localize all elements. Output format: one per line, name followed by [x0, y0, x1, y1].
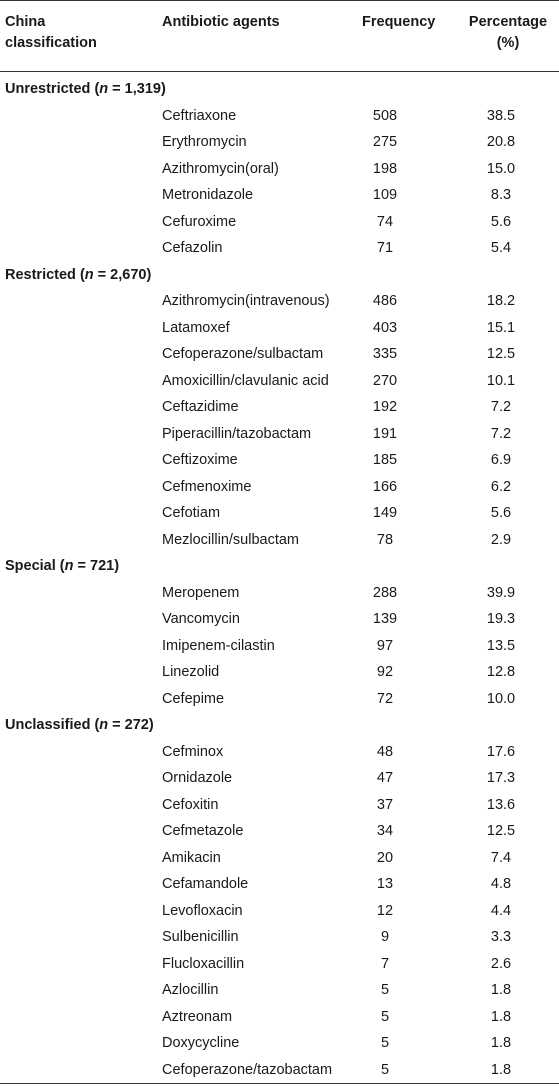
table-row	[0, 898, 559, 925]
cell-percentage: 1.8	[490, 1061, 512, 1078]
cell-percentage: 13.6	[486, 796, 516, 813]
table-row	[0, 527, 559, 554]
cell-frequency: 9	[380, 929, 390, 945]
header-frequency: Frequency	[362, 14, 436, 30]
table-row	[0, 129, 559, 156]
group-name: Unrestricted	[5, 81, 91, 97]
table-row	[0, 659, 559, 686]
cell-percentage: 2.6	[490, 955, 512, 972]
cell-agent: Cefmetazole	[162, 823, 244, 839]
table-row	[0, 845, 559, 872]
cell-agent: Ceftazidime	[162, 399, 239, 415]
cell-agent: Linezolid	[162, 664, 220, 680]
cell-agent: Ceftriaxone	[162, 107, 237, 124]
cell-frequency: 5	[380, 1008, 390, 1025]
cell-agent: Azlocillin	[162, 982, 219, 998]
cell-percentage: 10.0	[486, 690, 516, 707]
cell-frequency: 74	[376, 213, 394, 230]
cell-frequency: 192	[372, 399, 398, 415]
cell-percentage: 17.6	[486, 743, 516, 760]
group-label: Restricted (n = 2,670)	[5, 266, 152, 283]
group-row	[0, 262, 559, 289]
cell-frequency: 48	[376, 743, 394, 760]
cell-agent: Aztreonam	[162, 1008, 233, 1025]
cell-percentage: 19.3	[486, 611, 516, 627]
table-row	[0, 315, 559, 342]
cell-percentage: 7.4	[490, 849, 512, 866]
cell-frequency: 78	[376, 531, 394, 548]
cell-percentage: 1.8	[490, 1008, 512, 1025]
cell-agent: Metronidazole	[162, 187, 254, 203]
cell-frequency: 92	[376, 664, 394, 680]
table-row	[0, 288, 559, 315]
cell-agent: Cefmenoxime	[162, 478, 252, 495]
cell-percentage: 5.6	[490, 213, 512, 230]
cell-agent: Cefoxitin	[162, 796, 219, 813]
cell-frequency: 47	[376, 770, 394, 786]
group-n-value: = 721)	[73, 558, 120, 574]
cell-agent: Cefuroxime	[162, 213, 237, 230]
cell-agent: Doxycycline	[162, 1035, 240, 1051]
table-row	[0, 394, 559, 421]
table-row	[0, 103, 559, 130]
cell-percentage: 20.8	[486, 134, 516, 150]
cell-percentage: 1.8	[490, 982, 512, 998]
cell-agent: Imipenem-cilastin	[162, 637, 275, 654]
cell-frequency: 270	[372, 372, 398, 389]
table-row	[0, 182, 559, 209]
cell-percentage: 15.1	[486, 319, 516, 336]
table-header	[0, 0, 559, 72]
cell-frequency: 97	[376, 637, 394, 654]
cell-percentage: 10.1	[486, 372, 516, 389]
table-row	[0, 792, 559, 819]
header-agents: Antibiotic agents	[162, 14, 280, 30]
cell-percentage: 6.9	[490, 452, 512, 468]
table-row	[0, 1004, 559, 1031]
header-classification-line2: classification	[5, 35, 97, 51]
table-row	[0, 1030, 559, 1057]
cell-agent: Meropenem	[162, 584, 240, 601]
cell-agent: Cefoperazone/sulbactam	[162, 346, 324, 362]
cell-agent: Ceftizoxime	[162, 452, 238, 468]
table-row	[0, 739, 559, 766]
group-n-label: n	[99, 717, 109, 733]
cell-percentage: 5.6	[490, 505, 512, 521]
table-row	[0, 924, 559, 951]
cell-frequency: 335	[372, 346, 398, 362]
table-row	[0, 474, 559, 501]
cell-percentage: 18.2	[486, 293, 516, 309]
cell-agent: Azithromycin(intravenous)	[162, 293, 330, 309]
cell-percentage: 7.2	[490, 425, 512, 442]
table-row	[0, 686, 559, 713]
group-n-value: = 272)	[108, 717, 154, 733]
cell-percentage: 4.4	[490, 902, 512, 919]
cell-frequency: 198	[372, 160, 398, 177]
header-percentage-line1: Percentage	[468, 14, 548, 30]
cell-percentage: 39.9	[486, 584, 516, 601]
cell-percentage: 4.8	[490, 876, 512, 892]
group-n-label: n	[99, 81, 109, 97]
cell-frequency: 508	[372, 107, 398, 124]
cell-frequency: 13	[376, 876, 394, 892]
cell-frequency: 288	[372, 584, 398, 601]
table-bottom-rule	[0, 1083, 559, 1084]
cell-percentage: 3.3	[490, 929, 512, 945]
cell-frequency: 20	[376, 849, 394, 866]
cell-agent: Amikacin	[162, 849, 221, 866]
table-row	[0, 977, 559, 1004]
group-n-label: n	[64, 558, 74, 574]
cell-agent: Piperacillin/tazobactam	[162, 425, 312, 442]
cell-frequency: 486	[372, 293, 398, 309]
cell-agent: Cefminox	[162, 743, 224, 760]
table-row	[0, 500, 559, 527]
cell-percentage: 13.5	[486, 637, 516, 654]
cell-percentage: 2.9	[490, 531, 512, 548]
cell-percentage: 6.2	[490, 478, 512, 495]
header-classification-line1: China	[5, 14, 46, 30]
cell-frequency: 12	[376, 902, 394, 919]
cell-agent: Cefepime	[162, 690, 225, 707]
table-row	[0, 951, 559, 978]
cell-frequency: 275	[372, 134, 398, 150]
group-row	[0, 712, 559, 739]
cell-percentage: 5.4	[490, 240, 512, 256]
table-row	[0, 606, 559, 633]
cell-percentage: 1.8	[490, 1035, 512, 1051]
group-row	[0, 76, 559, 103]
cell-frequency: 185	[372, 452, 398, 468]
cell-frequency: 403	[372, 319, 398, 336]
cell-agent: Erythromycin	[162, 134, 247, 150]
cell-agent: Vancomycin	[162, 611, 240, 627]
table-row	[0, 633, 559, 660]
table-row	[0, 1057, 559, 1084]
cell-frequency: 34	[376, 823, 394, 839]
cell-frequency: 166	[372, 478, 398, 495]
cell-frequency: 37	[376, 796, 394, 813]
group-n-value: = 1,319)	[108, 81, 166, 97]
group-label: Unrestricted (n = 1,319)	[5, 81, 166, 97]
cell-agent: Mezlocillin/sulbactam	[162, 531, 299, 548]
header-percentage-line2: (%)	[496, 35, 520, 51]
cell-frequency: 191	[372, 425, 398, 442]
group-n-label: n	[84, 266, 94, 283]
table-row	[0, 341, 559, 368]
group-label: Unclassified (n = 272)	[5, 717, 154, 733]
table-row	[0, 235, 559, 262]
cell-frequency: 72	[376, 690, 394, 707]
group-n-value: = 2,670)	[93, 266, 152, 283]
cell-frequency: 139	[372, 611, 398, 627]
cell-agent: Azithromycin(oral)	[162, 160, 279, 177]
cell-percentage: 12.8	[486, 664, 516, 680]
table-body	[0, 76, 559, 1083]
cell-agent: Flucloxacillin	[162, 955, 245, 972]
group-name: Unclassified	[5, 717, 91, 733]
cell-frequency: 109	[372, 187, 398, 203]
cell-agent: Levofloxacin	[162, 902, 243, 919]
cell-percentage: 15.0	[486, 160, 516, 177]
header-percentage	[466, 12, 550, 54]
cell-agent: Cefotiam	[162, 505, 221, 521]
cell-agent: Ornidazole	[162, 770, 233, 786]
cell-frequency: 7	[380, 955, 390, 972]
group-row	[0, 553, 559, 580]
cell-frequency: 5	[380, 1061, 390, 1078]
cell-percentage: 7.2	[490, 399, 512, 415]
cell-agent: Latamoxef	[162, 319, 230, 336]
cell-percentage: 12.5	[486, 823, 516, 839]
table-row	[0, 209, 559, 236]
table-row	[0, 368, 559, 395]
cell-percentage: 38.5	[486, 107, 516, 124]
cell-frequency: 5	[380, 982, 390, 998]
cell-frequency: 149	[372, 505, 398, 521]
table-row	[0, 765, 559, 792]
cell-percentage: 12.5	[486, 346, 516, 362]
table-row	[0, 447, 559, 474]
cell-agent: Cefamandole	[162, 876, 249, 892]
cell-agent: Cefazolin	[162, 240, 223, 256]
group-name: Restricted	[5, 266, 76, 283]
table-row	[0, 156, 559, 183]
cell-agent: Cefoperazone/tazobactam	[162, 1061, 333, 1078]
cell-frequency: 5	[380, 1035, 390, 1051]
cell-agent: Amoxicillin/clavulanic acid	[162, 372, 329, 389]
table-row	[0, 421, 559, 448]
cell-frequency: 71	[376, 240, 394, 256]
table-row	[0, 818, 559, 845]
cell-percentage: 8.3	[490, 187, 512, 203]
table-row	[0, 871, 559, 898]
group-label: Special (n = 721)	[5, 558, 120, 574]
group-name: Special	[5, 558, 56, 574]
table-row	[0, 580, 559, 607]
cell-agent: Sulbenicillin	[162, 929, 239, 945]
header-classification	[5, 12, 97, 54]
cell-percentage: 17.3	[486, 770, 516, 786]
